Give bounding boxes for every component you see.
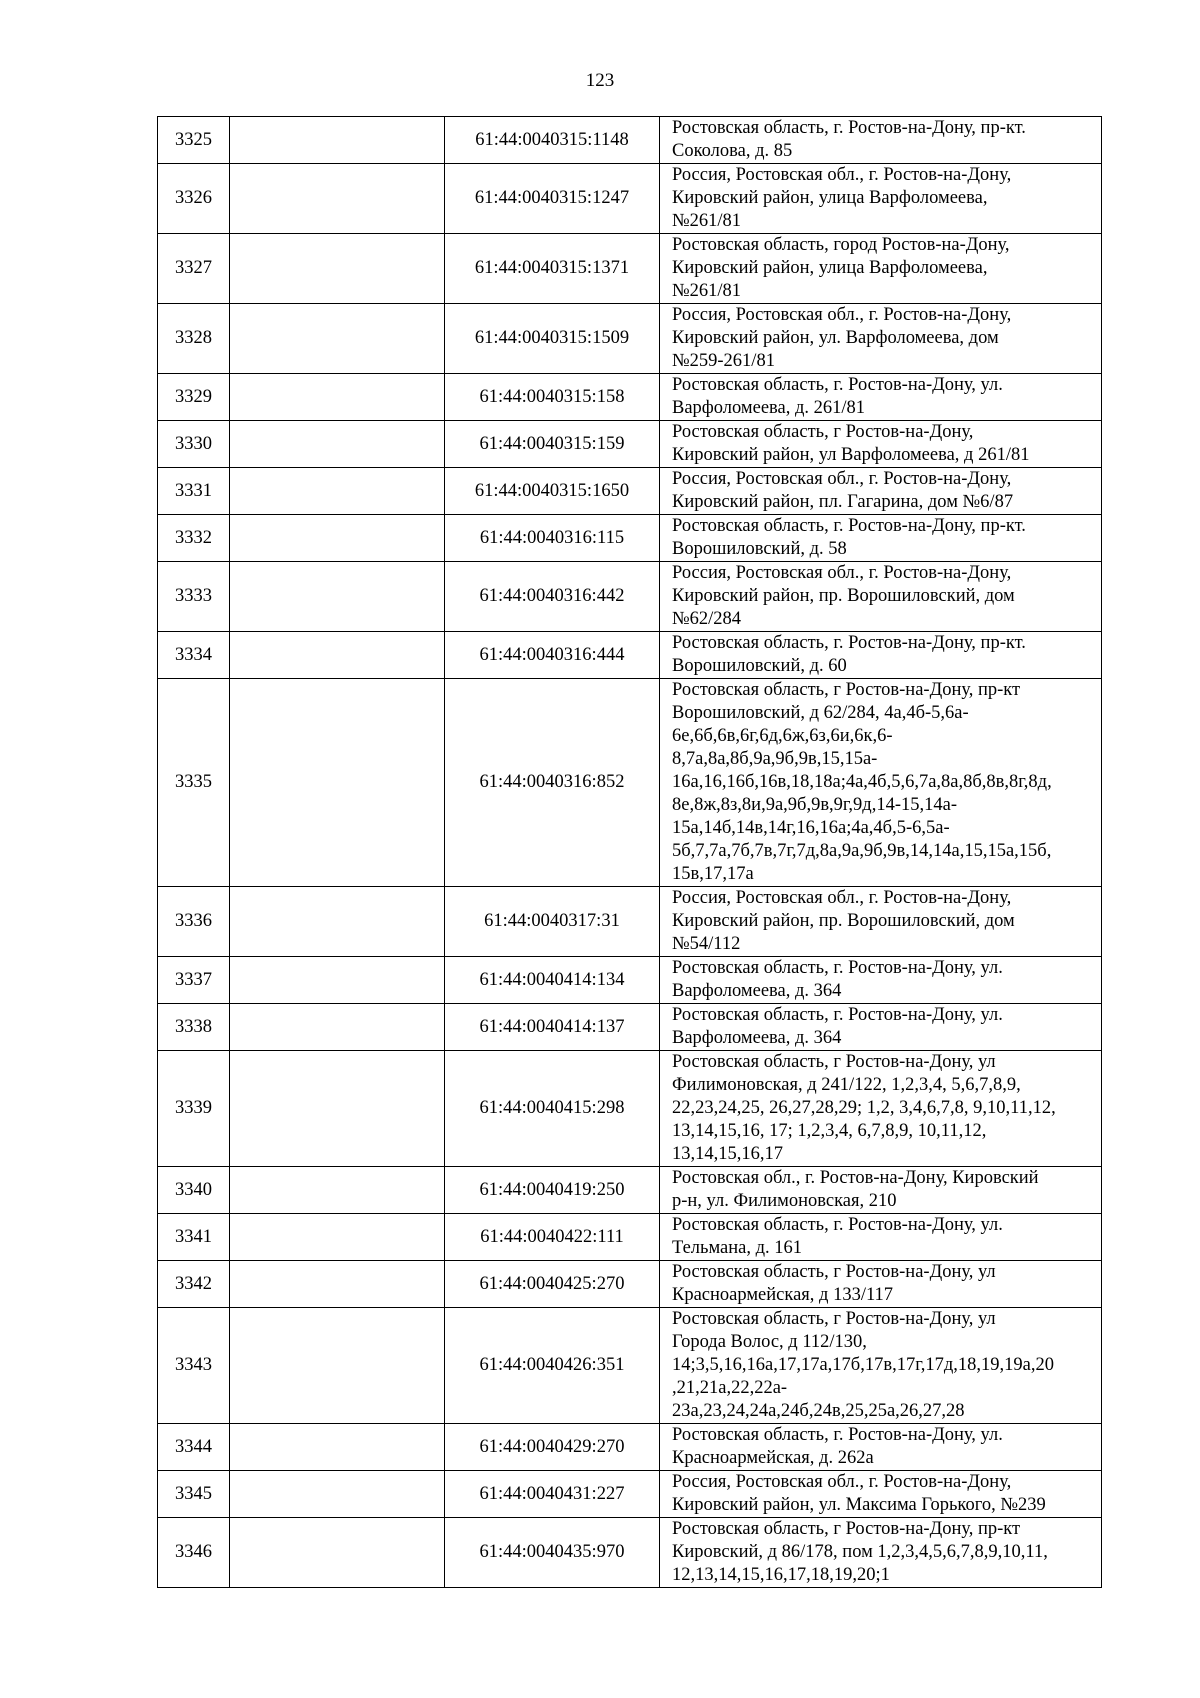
cadastral-number-cell: 61:44:0040315:158 — [445, 374, 660, 421]
address-line: Ростовская область, г Ростов-на-Дону, ул — [672, 1052, 996, 1072]
address-cell — [660, 1518, 1102, 1588]
cadastral-number-cell: 61:44:0040422:111 — [445, 1214, 660, 1261]
row-number-cell: 3345 — [158, 1471, 230, 1518]
cadastral-number-cell: 61:44:0040315:1371 — [445, 234, 660, 304]
address-line: ,21,21а,22,22а- — [672, 1378, 788, 1398]
address-line: Россия, Ростовская обл., г. Ростов-на-Дону, — [672, 1472, 1012, 1492]
address-line: 8,7а,8а,8б,9а,9б,9в,15,15а- — [672, 749, 878, 769]
table-row — [158, 1261, 1102, 1308]
address-cell — [660, 1261, 1102, 1308]
empty-cell — [230, 679, 445, 887]
address-line: Варфоломеева, д. 261/81 — [672, 398, 866, 418]
empty-cell — [230, 515, 445, 562]
cadastral-number-cell: 61:44:0040316:852 — [445, 679, 660, 887]
address-cell — [660, 1167, 1102, 1214]
address-line: Ворошиловский, д 62/284, 4а,4б-5,6а- — [672, 703, 969, 723]
row-number-cell: 3335 — [158, 679, 230, 887]
address-cell — [660, 1051, 1102, 1167]
cadastral-number-cell: 61:44:0040426:351 — [445, 1308, 660, 1424]
row-number-cell: 3336 — [158, 887, 230, 957]
empty-cell — [230, 164, 445, 234]
address-line: Ворошиловский, д. 60 — [672, 656, 847, 676]
address-line: 5б,7,7а,7б,7в,7г,7д,8а,9а,9б,9в,14,14а,15,15а,15б, — [672, 841, 1052, 861]
empty-cell — [230, 562, 445, 632]
address-line: Варфоломеева, д. 364 — [672, 981, 842, 1001]
address-line: Ростовская область, г. Ростов-на-Дону, пр-кт. — [672, 516, 1026, 536]
empty-cell — [230, 887, 445, 957]
cadastral-number-cell: 61:44:0040315:1148 — [445, 117, 660, 164]
page-number: 123 — [585, 70, 615, 91]
table-row — [158, 374, 1102, 421]
table-row — [158, 304, 1102, 374]
row-number-cell: 3328 — [158, 304, 230, 374]
address-cell — [660, 1308, 1102, 1424]
address-line: 13,14,15,16,17 — [672, 1144, 783, 1164]
empty-cell — [230, 632, 445, 679]
address-line: Ростовская область, г Ростов-на-Дону, ул — [672, 1309, 996, 1329]
table-row — [158, 1471, 1102, 1518]
address-cell — [660, 304, 1102, 374]
cadastral-number-cell: 61:44:0040315:159 — [445, 421, 660, 468]
empty-cell — [230, 374, 445, 421]
table-row — [158, 957, 1102, 1004]
row-number-cell: 3330 — [158, 421, 230, 468]
row-number-cell: 3343 — [158, 1308, 230, 1424]
cadastral-number-cell: 61:44:0040316:442 — [445, 562, 660, 632]
address-line: Кировский, д 86/178, пом 1,2,3,4,5,6,7,8,9,10,11, — [672, 1542, 1048, 1562]
address-line: Ворошиловский, д. 58 — [672, 539, 847, 559]
table-row — [158, 117, 1102, 164]
address-line: Кировский район, улица Варфоломеева, — [672, 258, 988, 278]
address-line: 15а,14б,14в,14г,16,16а;4а,4б,5-6,5а- — [672, 818, 950, 838]
address-line: Красноармейская, д. 262а — [672, 1448, 874, 1468]
cadastral-number-cell: 61:44:0040316:444 — [445, 632, 660, 679]
address-line: 13,14,15,16, 17; 1,2,3,4, 6,7,8,9, 10,11,12, — [672, 1121, 987, 1141]
address-line: №261/81 — [672, 281, 742, 301]
address-line: 6е,6б,6в,6г,6д,6ж,6з,6и,6к,6- — [672, 726, 893, 746]
table-row — [158, 468, 1102, 515]
row-number-cell: 3325 — [158, 117, 230, 164]
address-cell — [660, 887, 1102, 957]
empty-cell — [230, 1051, 445, 1167]
empty-cell — [230, 1308, 445, 1424]
address-cell — [660, 957, 1102, 1004]
table-row — [158, 1518, 1102, 1588]
row-number-cell: 3327 — [158, 234, 230, 304]
address-line: №261/81 — [672, 211, 742, 231]
table-row — [158, 421, 1102, 468]
address-cell — [660, 164, 1102, 234]
table-row — [158, 679, 1102, 887]
address-line: Россия, Ростовская обл., г. Ростов-на-Дону, — [672, 563, 1012, 583]
address-line: 14;3,5,16,16а,17,17а,17б,17в,17г,17д,18,19,19а,20 — [672, 1355, 1054, 1375]
table-row — [158, 1214, 1102, 1261]
address-cell — [660, 468, 1102, 515]
address-line: Ростовская область, г. Ростов-на-Дону, ул. — [672, 958, 1003, 978]
empty-cell — [230, 117, 445, 164]
cadastral-number-cell: 61:44:0040315:1650 — [445, 468, 660, 515]
address-line: Кировский район, пр. Ворошиловский, дом — [672, 586, 1015, 606]
empty-cell — [230, 1167, 445, 1214]
address-cell — [660, 632, 1102, 679]
cadastral-number-cell: 61:44:0040435:970 — [445, 1518, 660, 1588]
address-cell — [660, 562, 1102, 632]
address-line: р-н, ул. Филимоновская, 210 — [672, 1191, 897, 1211]
address-line: Россия, Ростовская обл., г. Ростов-на-Дону, — [672, 469, 1012, 489]
address-cell — [660, 679, 1102, 887]
address-line: Красноармейская, д 133/117 — [672, 1285, 894, 1305]
empty-cell — [230, 1214, 445, 1261]
address-line: Ростовская область, г. Ростов-на-Дону, ул. — [672, 1215, 1003, 1235]
empty-cell — [230, 1471, 445, 1518]
address-cell — [660, 1424, 1102, 1471]
cadastral-number-cell: 61:44:0040414:137 — [445, 1004, 660, 1051]
address-line: Ростовская область, г. Ростов-на-Дону, ул. — [672, 375, 1003, 395]
row-number-cell: 3338 — [158, 1004, 230, 1051]
address-line: Ростовская область, г Ростов-на-Дону, пр-кт — [672, 1519, 1021, 1539]
address-line: Россия, Ростовская обл., г. Ростов-на-Дону, — [672, 888, 1012, 908]
address-line: Варфоломеева, д. 364 — [672, 1028, 842, 1048]
row-number-cell: 3339 — [158, 1051, 230, 1167]
cadastral-number-cell: 61:44:0040429:270 — [445, 1424, 660, 1471]
address-line: 22,23,24,25, 26,27,28,29; 1,2, 3,4,6,7,8, 9,10,11,12, — [672, 1098, 1056, 1118]
row-number-cell: 3329 — [158, 374, 230, 421]
table-row — [158, 1308, 1102, 1424]
address-line: 23а,23,24,24а,24б,24в,25,25а,26,27,28 — [672, 1401, 965, 1421]
address-line: Россия, Ростовская обл., г. Ростов-на-Дону, — [672, 165, 1012, 185]
address-line: Соколова, д. 85 — [672, 141, 793, 161]
address-line: №62/284 — [672, 609, 742, 629]
address-line: Города Волос, д 112/130, — [672, 1332, 867, 1352]
cadastral-number-cell: 61:44:0040414:134 — [445, 957, 660, 1004]
empty-cell — [230, 468, 445, 515]
address-line: Ростовская область, город Ростов-на-Дону, — [672, 235, 1010, 255]
table-body — [158, 117, 1102, 1588]
address-line: Тельмана, д. 161 — [672, 1238, 803, 1258]
address-line: Ростовская область, г Ростов-на-Дону, ул — [672, 1262, 996, 1282]
address-line: Кировский район, улица Варфоломеева, — [672, 188, 988, 208]
address-cell — [660, 1004, 1102, 1051]
cadastral-number-cell: 61:44:0040419:250 — [445, 1167, 660, 1214]
row-number-cell: 3326 — [158, 164, 230, 234]
address-line: Россия, Ростовская обл., г. Ростов-на-Дону, — [672, 305, 1012, 325]
empty-cell — [230, 304, 445, 374]
table-row — [158, 1004, 1102, 1051]
address-line: 15в,17,17а — [672, 864, 754, 884]
empty-cell — [230, 1004, 445, 1051]
address-line: 16а,16,16б,16в,18,18а;4а,4б,5,6,7а,8а,8б,8в,8г,8д, — [672, 772, 1052, 792]
address-line: Ростовская обл., г. Ростов-на-Дону, Кировский — [672, 1168, 1039, 1188]
row-number-cell: 3337 — [158, 957, 230, 1004]
row-number-cell: 3340 — [158, 1167, 230, 1214]
address-cell — [660, 374, 1102, 421]
row-number-cell: 3346 — [158, 1518, 230, 1588]
cadastral-number-cell: 61:44:0040317:31 — [445, 887, 660, 957]
empty-cell — [230, 1424, 445, 1471]
table-row — [158, 632, 1102, 679]
table-row — [158, 515, 1102, 562]
address-cell — [660, 234, 1102, 304]
address-line: Ростовская область, г. Ростов-на-Дону, ул. — [672, 1425, 1003, 1445]
address-line: Кировский район, ул. Варфоломеева, дом — [672, 328, 999, 348]
address-line: №259-261/81 — [672, 351, 775, 371]
address-cell — [660, 117, 1102, 164]
row-number-cell: 3331 — [158, 468, 230, 515]
address-line: Ростовская область, г. Ростов-на-Дону, ул. — [672, 1005, 1003, 1025]
address-line: №54/112 — [672, 934, 741, 954]
row-number-cell: 3332 — [158, 515, 230, 562]
address-line: Филимоновская, д 241/122, 1,2,3,4, 5,6,7,8,9, — [672, 1075, 1021, 1095]
empty-cell — [230, 1261, 445, 1308]
address-line: Ростовская область, г. Ростов-на-Дону, пр-кт. — [672, 633, 1026, 653]
empty-cell — [230, 421, 445, 468]
cadastral-number-cell: 61:44:0040316:115 — [445, 515, 660, 562]
address-line: Ростовская область, г Ростов-на-Дону, — [672, 422, 974, 442]
address-cell — [660, 515, 1102, 562]
address-line: Ростовская область, г Ростов-на-Дону, пр-кт — [672, 680, 1021, 700]
row-number-cell: 3334 — [158, 632, 230, 679]
cadastral-number-cell: 61:44:0040315:1509 — [445, 304, 660, 374]
table-row — [158, 164, 1102, 234]
property-register-table — [157, 116, 1102, 1588]
address-cell — [660, 1471, 1102, 1518]
cadastral-number-cell: 61:44:0040315:1247 — [445, 164, 660, 234]
row-number-cell: 3333 — [158, 562, 230, 632]
cadastral-number-cell: 61:44:0040415:298 — [445, 1051, 660, 1167]
address-line: Кировский район, ул Варфоломеева, д 261/81 — [672, 445, 1030, 465]
table-row — [158, 1424, 1102, 1471]
address-cell — [660, 421, 1102, 468]
cadastral-number-cell: 61:44:0040425:270 — [445, 1261, 660, 1308]
empty-cell — [230, 957, 445, 1004]
address-line: Кировский район, ул. Максима Горького, №239 — [672, 1495, 1046, 1515]
table-row — [158, 234, 1102, 304]
row-number-cell: 3342 — [158, 1261, 230, 1308]
empty-cell — [230, 1518, 445, 1588]
table-row — [158, 1051, 1102, 1167]
address-cell — [660, 1214, 1102, 1261]
cadastral-number-cell: 61:44:0040431:227 — [445, 1471, 660, 1518]
row-number-cell: 3344 — [158, 1424, 230, 1471]
address-line: 8е,8ж,8з,8и,9а,9б,9в,9г,9д,14-15,14а- — [672, 795, 958, 815]
empty-cell — [230, 234, 445, 304]
address-line: 12,13,14,15,16,17,18,19,20;1 — [672, 1565, 890, 1585]
table-row — [158, 1167, 1102, 1214]
address-line: Ростовская область, г. Ростов-на-Дону, пр-кт. — [672, 118, 1026, 138]
table-row — [158, 887, 1102, 957]
row-number-cell: 3341 — [158, 1214, 230, 1261]
address-line: Кировский район, пр. Ворошиловский, дом — [672, 911, 1015, 931]
address-line: Кировский район, пл. Гагарина, дом №6/87 — [672, 492, 1014, 512]
table-row — [158, 562, 1102, 632]
